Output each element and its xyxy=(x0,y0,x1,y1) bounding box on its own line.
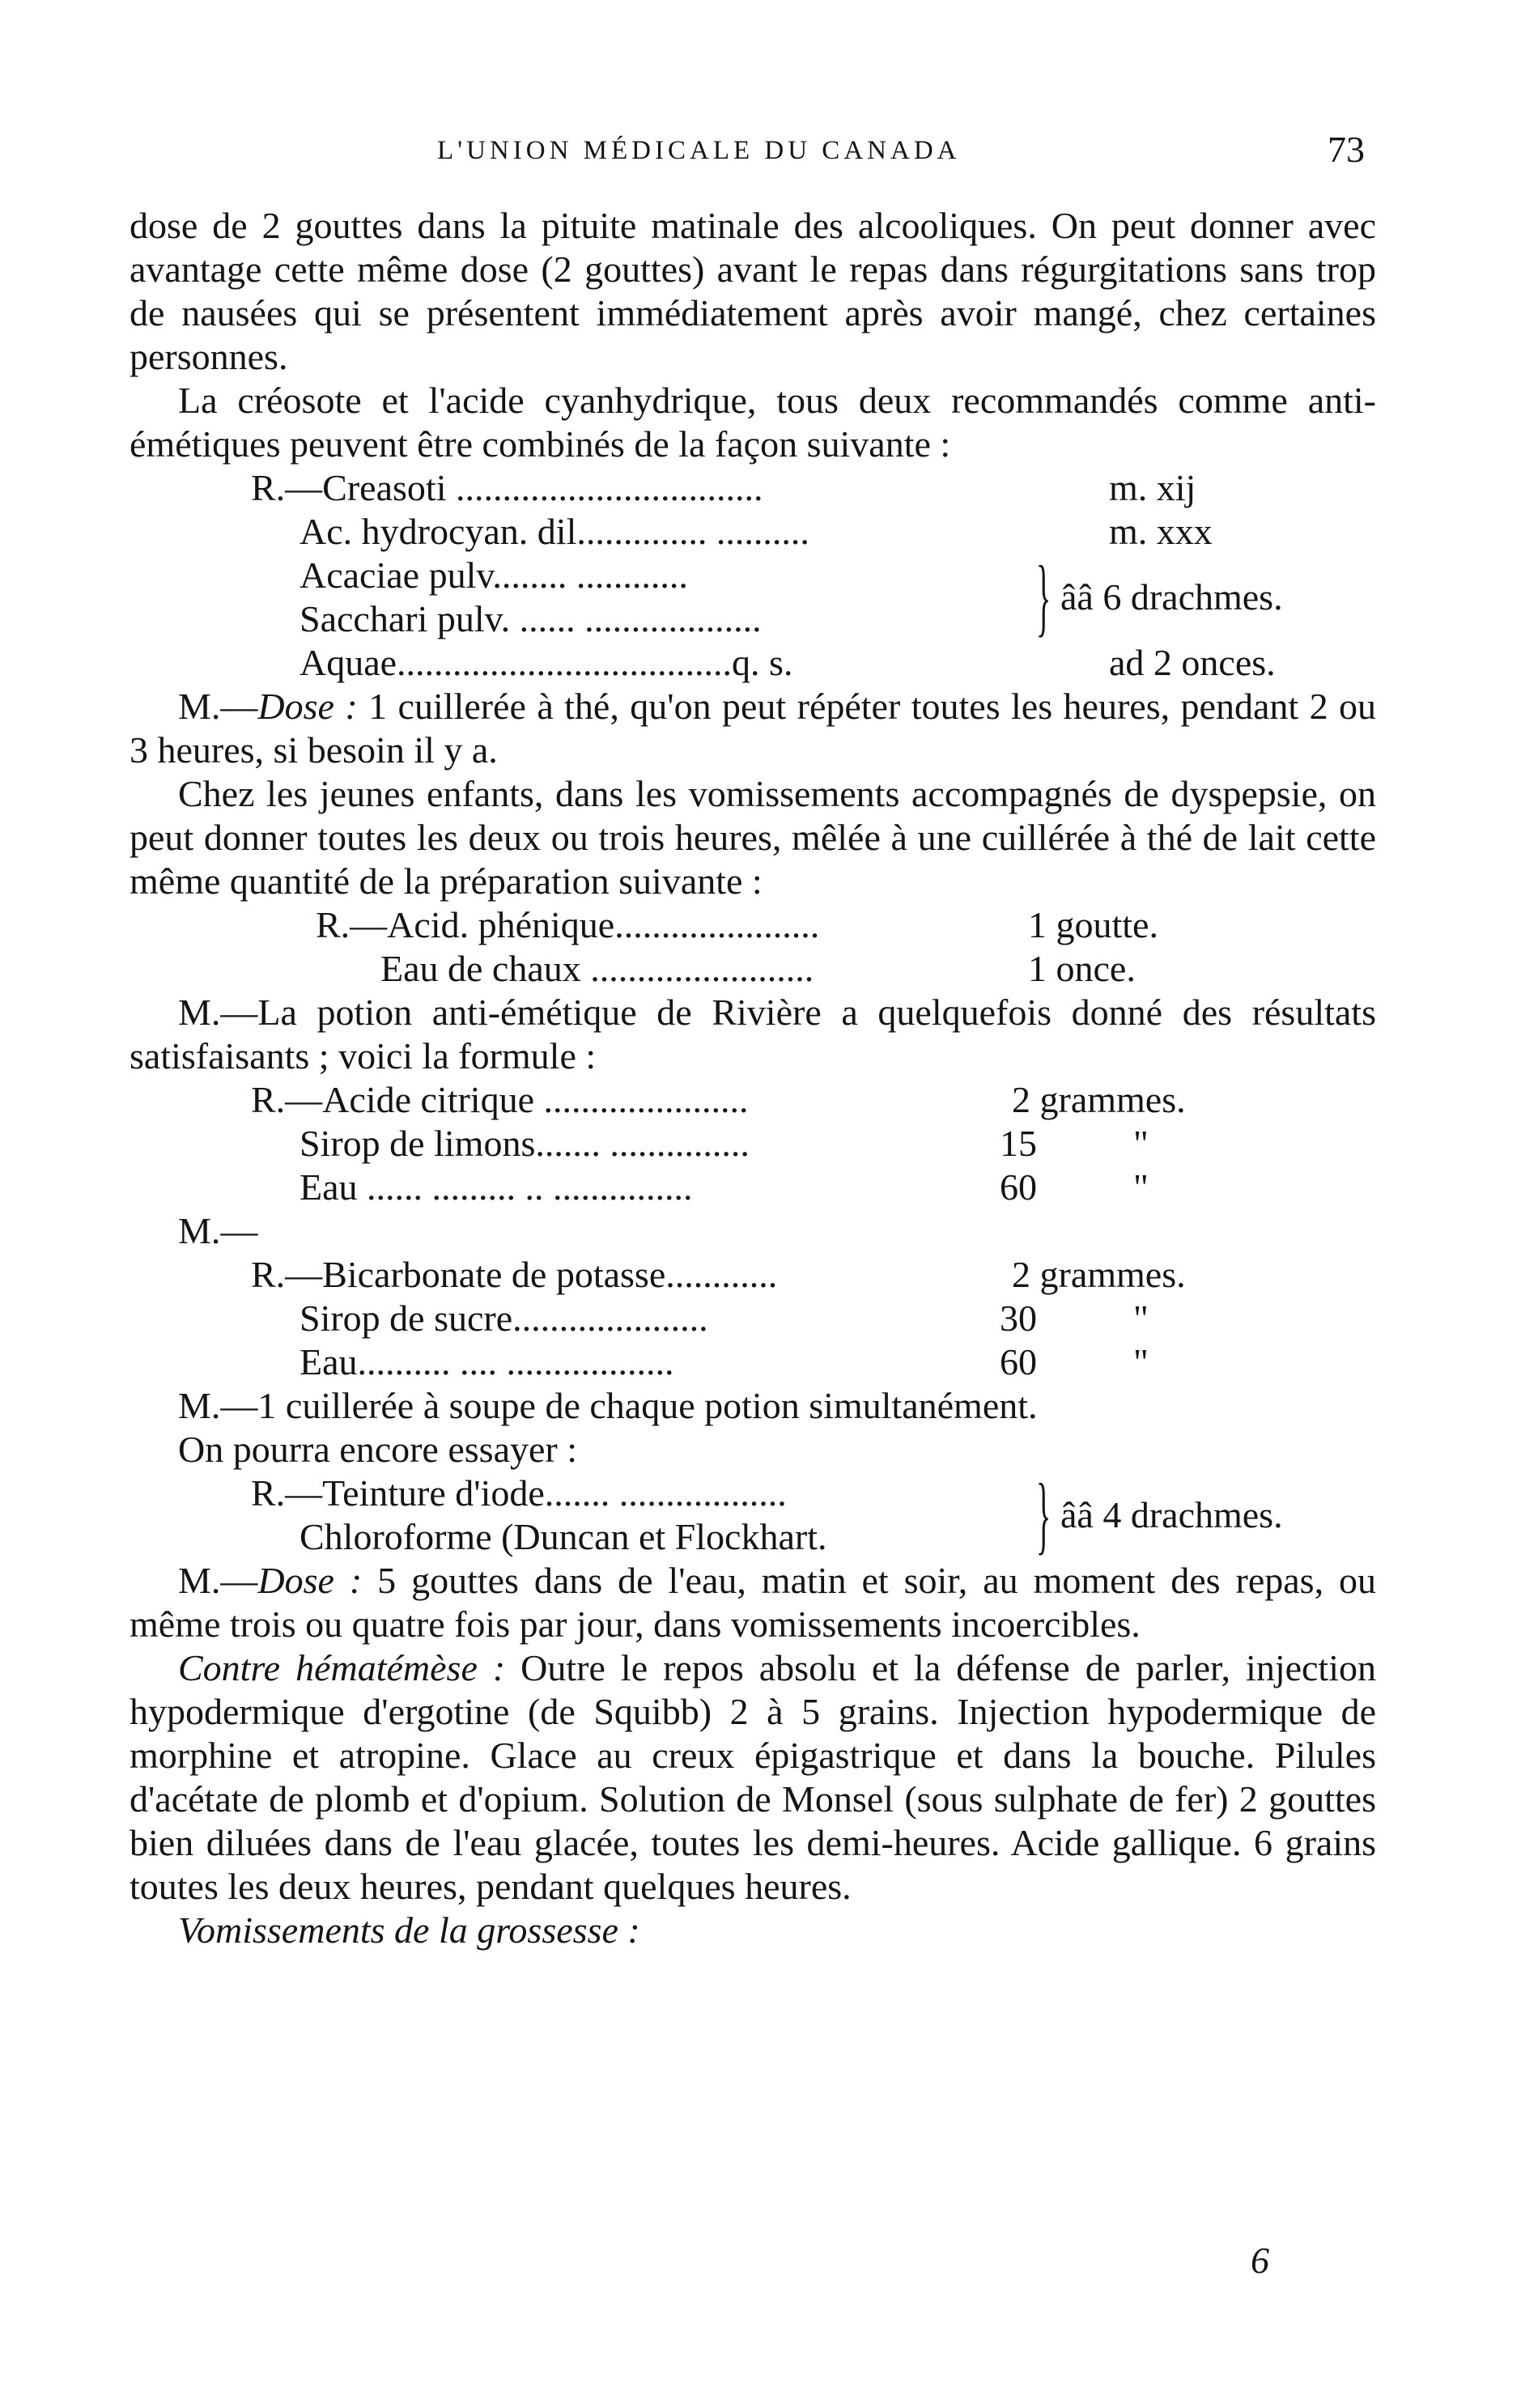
rx3-dose-3: 60 xyxy=(1000,1166,1037,1208)
body-text xyxy=(130,204,1376,1952)
rx3-m-line: M.— xyxy=(178,1210,258,1251)
rx3-dose-6: 60 xyxy=(1000,1341,1037,1382)
rx3-drug-1: R.—Acide citrique ...................... xyxy=(251,1079,749,1120)
rx3-drug-4: R.—Bicarbonate de potasse............ xyxy=(251,1254,778,1295)
rx3-drug-5: Sirop de sucre..................... xyxy=(300,1297,708,1339)
para9-label: Contre hématémèse : xyxy=(178,1647,506,1688)
rx3-line-1 xyxy=(130,1078,1376,1122)
rx3-ditto-6: " xyxy=(1133,1341,1149,1382)
rx3-drug-2: Sirop de limons....... ............... xyxy=(300,1123,750,1164)
prescription-3 xyxy=(130,1078,1376,1384)
rx3-line-6 xyxy=(130,1340,1376,1384)
rx3-ditto-3: " xyxy=(1133,1166,1149,1208)
rx1-dose-3-4: ââ 6 drachmes. xyxy=(1060,576,1283,618)
rx1-dose-2: m. xxx xyxy=(1109,511,1213,552)
paragraph-5: M.—La potion anti-émétique de Rivière a quelquefois donné des résultats satisfaisants ; voici la formule : xyxy=(130,992,1376,1077)
rx3-line-2 xyxy=(130,1122,1376,1166)
rx2-dose-2: 1 once. xyxy=(1028,948,1136,989)
rx1-dose-5: ad 2 onces. xyxy=(1109,642,1276,683)
rx1-line-5 xyxy=(130,641,1376,685)
rx1-line-4 xyxy=(130,597,1376,641)
paragraph-9 xyxy=(130,1646,1376,1909)
rx3-line-m xyxy=(130,1209,1376,1253)
rx3-dose-1: 2 grammes. xyxy=(1012,1079,1186,1120)
rx2-line-1 xyxy=(130,903,1376,947)
para10-label: Vomissements de la grossesse : xyxy=(178,1909,640,1951)
para3-rest: 1 cuillerée à thé, qu'on peut répéter toutes les heures, pendant 2 ou 3 heures, si besoin il y a. xyxy=(130,686,1377,771)
paragraph-6: M.—1 cuillerée à soupe de chaque potion simultanément. xyxy=(178,1385,1038,1426)
rx4-dose: ââ 4 drachmes. xyxy=(1060,1494,1283,1535)
paragraph-3 xyxy=(130,685,1376,772)
rx2-drug-2: Eau de chaux ........................ xyxy=(380,948,814,989)
para3-prefix: M.— xyxy=(178,686,258,727)
prescription-4 xyxy=(130,1467,1376,1563)
para8-rest: 5 gouttes dans de l'eau, matin et soir, au moment des repas, ou même trois ou quatre fois par jour, dans vomissements incoercibles. xyxy=(130,1560,1376,1645)
rx3-line-3 xyxy=(130,1166,1376,1209)
rx3-dose-2: 15 xyxy=(1000,1123,1037,1164)
paragraph-2: La créosote et l'acide cyanhydrique, tous deux recommandés comme anti-émétiques peuvent être combinés de la façon suivante : xyxy=(130,380,1376,465)
rx3-drug-3: Eau ...... ......... .. ............... xyxy=(300,1166,693,1208)
rx1-drug-5: Aquae....................................q. s. xyxy=(300,642,793,683)
rx2-drug-1: R.—Acid. phénique...................... xyxy=(316,904,820,945)
rx3-ditto-5: " xyxy=(1133,1297,1149,1339)
rx3-dose-4: 2 grammes. xyxy=(1012,1254,1186,1295)
rx1-dose-1: m. xij xyxy=(1109,467,1196,508)
rx1-line-2 xyxy=(130,510,1376,554)
prescription-2 xyxy=(130,903,1376,991)
rx2-dose-1: 1 goutte. xyxy=(1028,904,1158,945)
rx1-drug-1: R.—Creasoti ................................. xyxy=(251,467,763,508)
para3-dose-label: Dose : xyxy=(257,686,358,727)
paragraph-4: Chez les jeunes enfants, dans les vomissements accompagnés de dyspepsie, on peut donner toutes les deux ou trois heures, mêlée à une cuillérée à thé de lait cette même quantité de la préparation suivante : xyxy=(130,773,1376,902)
rx4-brace: } xyxy=(1036,1467,1052,1563)
running-title: L'UNION MÉDICALE DU CANADA xyxy=(437,136,961,165)
paragraph-10 xyxy=(130,1909,1376,1952)
paragraph-1: dose de 2 gouttes dans la pituite matinale des alcooliques. On peut donner avec avantage cette même dose (2 gouttes) avant le repas dans régurgitations sans trop de nausées qui se présentent immédiatement après avoir mangé, chez certaines personnes. xyxy=(130,205,1376,377)
signature-mark: 6 xyxy=(1251,2240,1269,2281)
rx1-line-1 xyxy=(130,466,1376,510)
rx1-drug-4: Sacchari pulv. ...... ................... xyxy=(300,598,762,639)
rx1-brace: } xyxy=(1036,549,1052,645)
rx1-drug-2: Ac. hydrocyan. dil.............. .......... xyxy=(300,511,809,552)
page-header xyxy=(0,128,1538,185)
rx3-dose-5: 30 xyxy=(1000,1297,1037,1339)
page-number: 73 xyxy=(1328,129,1365,170)
rx3-ditto-2: " xyxy=(1133,1123,1149,1164)
rx2-line-2 xyxy=(130,947,1376,991)
paragraph-7: On pourra encore essayer : xyxy=(178,1429,577,1470)
prescription-1 xyxy=(130,466,1376,685)
rx1-drug-3: Acaciae pulv........ ............ xyxy=(300,554,688,596)
rx4-drug-2: Chloroforme (Duncan et Flockhart. xyxy=(300,1516,827,1557)
rx4-drug-1: R.—Teinture d'iode....... .................. xyxy=(251,1472,787,1514)
para9-rest: Outre le repos absolu et la défense de parler, injection hypodermique d'ergotine (de Squibb) 2 à 5 grains. Injection hypodermique de morphine et atropine. Glace au creux épigastrique et dans la bouche. Pilules d'acétate de plomb et d'opium. Solution de Monsel (sous sulphate de fer) 2 gouttes bien diluées dans de l'eau glacée, toutes les demi-heures. Acide gallique. 6 grains toutes les deux heures, pendant quelques heures. xyxy=(130,1647,1376,1907)
rx3-line-5 xyxy=(130,1297,1376,1340)
para8-dose-label: Dose : xyxy=(257,1560,363,1601)
rx4-line-2 xyxy=(130,1515,1376,1559)
rx3-drug-6: Eau.......... .... .................. xyxy=(300,1341,674,1382)
rx3-line-4 xyxy=(130,1253,1376,1297)
paragraph-8 xyxy=(130,1559,1376,1646)
para8-prefix: M.— xyxy=(178,1560,258,1601)
